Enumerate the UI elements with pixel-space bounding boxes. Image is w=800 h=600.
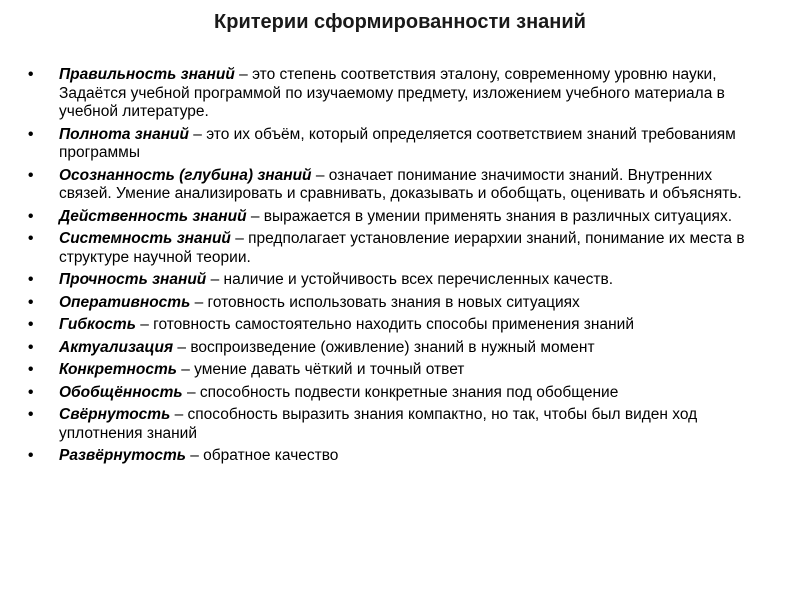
- bullet-icon: •: [28, 316, 34, 333]
- list-item-durability: [28, 271, 768, 290]
- bullet-icon: •: [28, 207, 34, 225]
- item-term: Актуализация: [59, 338, 174, 356]
- item-term: Развёрнутость: [59, 447, 186, 464]
- bullet-icon: •: [28, 338, 34, 356]
- bullet-icon: •: [28, 361, 34, 378]
- item-term: Конкретность: [59, 361, 177, 378]
- item-term: Действенность знаний: [59, 207, 247, 225]
- list-item-completeness: [28, 126, 768, 163]
- item-description: – предполагает установление иерархии знаний, понимание их места в структуре научной теории.: [59, 230, 745, 266]
- criteria-list: [28, 66, 768, 470]
- bullet-icon: •: [28, 447, 34, 464]
- item-term: Гибкость: [59, 316, 136, 333]
- bullet-icon: •: [28, 271, 34, 288]
- list-item-concreteness: [28, 361, 768, 380]
- bullet-icon: •: [28, 406, 34, 423]
- list-item-actualization: [28, 339, 768, 358]
- bullet-icon: •: [28, 125, 34, 143]
- item-term: Обобщённость: [59, 383, 183, 401]
- item-term: Оперативность: [59, 293, 191, 311]
- list-item-generalization: [28, 384, 768, 403]
- item-term: Системность знаний: [59, 230, 231, 247]
- list-item-expandedness: [28, 447, 768, 466]
- item-description: – готовность использовать знания в новых ситуациях: [190, 293, 580, 311]
- item-description: – обратное качество: [185, 447, 339, 464]
- item-term: Прочность знаний: [59, 271, 207, 288]
- item-description: – выражается в умении применять знания в различных ситуациях.: [246, 207, 732, 225]
- list-item-correctness: [28, 66, 768, 122]
- item-description: – умение давать чёткий и точный ответ: [176, 361, 465, 378]
- list-item-flexibility: [28, 316, 768, 335]
- bullet-icon: •: [28, 230, 34, 247]
- bullet-icon: •: [28, 166, 34, 184]
- item-term: Свёрнутость: [59, 406, 171, 423]
- bullet-icon: •: [28, 66, 34, 83]
- item-description: – способность выразить знания компактно, но так, чтобы был виден ход уплотнения знаний: [59, 406, 698, 442]
- item-term: Осознанность (глубина) знаний: [59, 166, 312, 184]
- list-item-operability: [28, 294, 768, 313]
- item-description: – наличие и устойчивость всех перечисленных качеств.: [206, 271, 614, 288]
- list-item-compactness: [28, 406, 768, 443]
- item-description: – означает понимание значимости знаний. Внутренних связей. Умение анализировать и сравнивать, доказывать и обобщать, оценивать и объяснять.: [59, 166, 742, 202]
- item-term: Правильность знаний: [59, 66, 235, 83]
- item-description: – это их объём, который определяется соответствием знаний требованиям программы: [59, 125, 736, 161]
- list-item-awareness: [28, 167, 768, 204]
- item-description: – способность подвести конкретные знания под обобщение: [182, 383, 619, 401]
- item-description: – воспроизведение (оживление) знаний в нужный момент: [173, 338, 595, 356]
- list-item-effectiveness: [28, 208, 768, 227]
- item-description: – готовность самостоятельно находить способы применения знаний: [135, 316, 634, 333]
- item-description: – это степень соответствия эталону, современному уровню науки, Задаётся учебной программой по изучаемому предмету, изложением учебного материала в учебной литературе.: [59, 66, 725, 120]
- item-term: Полнота знаний: [59, 125, 189, 143]
- slide-title: Критерии сформированности знаний: [214, 11, 586, 33]
- bullet-icon: •: [28, 293, 34, 311]
- bullet-icon: •: [28, 383, 34, 401]
- list-item-systematicity: [28, 230, 768, 267]
